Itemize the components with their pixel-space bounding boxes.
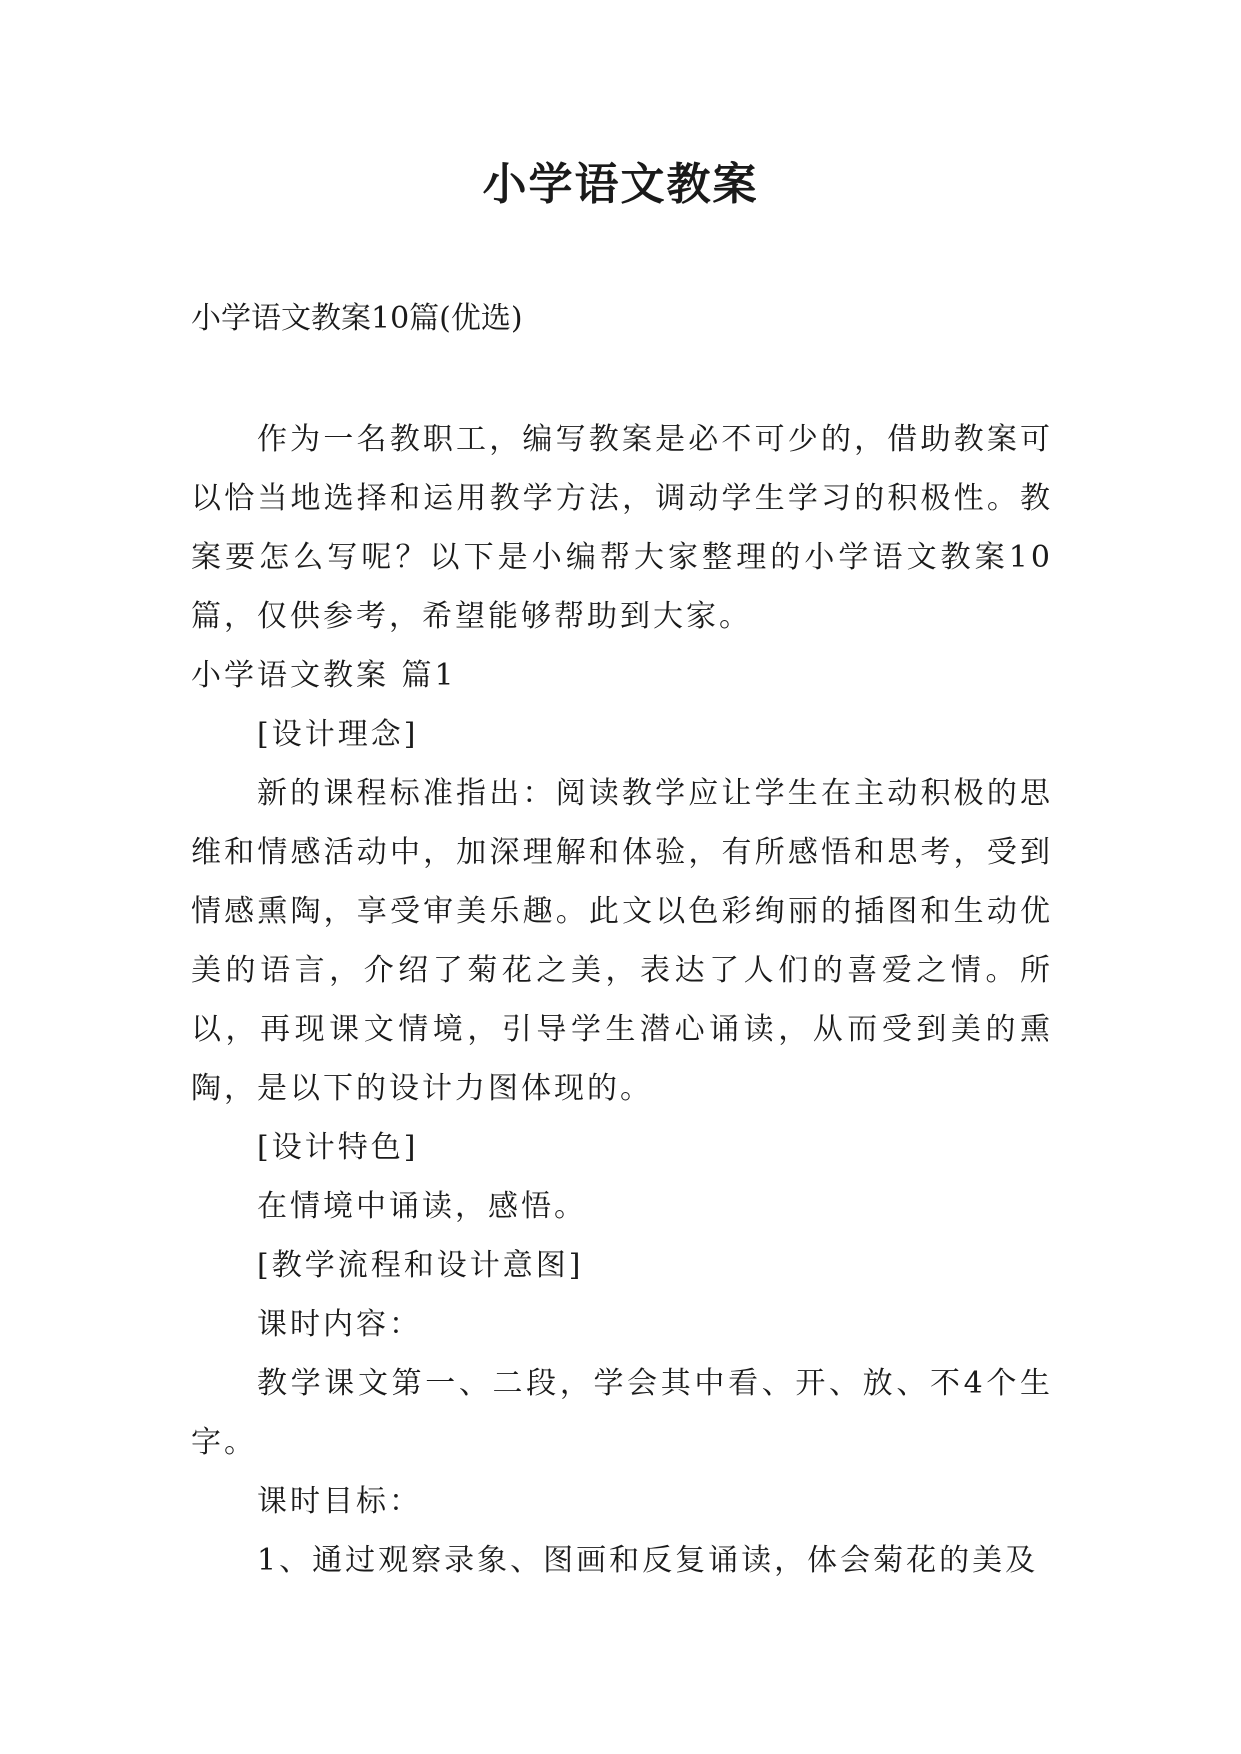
subheading-design-feature: [设计特色] (257, 1130, 419, 1165)
section-heading: 小学语文教案 篇1 (191, 658, 457, 693)
lesson-goal-label: 课时目标： (257, 1484, 422, 1519)
design-concept-paragraph: 新的课程标准指出：阅读教学应让学生在主动积极的思维和情感活动中，加深理解和体验，有所感悟和思考，受到情感熏陶，享受审美乐趣。此文以色彩绚丽的插图和生动优美的语言，介绍了菊花之美，表达了人们的喜爱之情。所以，再现课文情境，引导学生潜心诵读，从而受到美的熏陶，是以下的设计力图体现的。 (191, 776, 1053, 1106)
subheading-teaching-process: [教学流程和设计意图] (257, 1248, 584, 1283)
lesson-goal-item: 1、通过观察录象、图画和反复诵读，体会菊花的美及 (257, 1543, 1039, 1578)
intro-paragraph: 作为一名教职工，编写教案是必不可少的，借助教案可以恰当地选择和运用教学方法，调动学生学习的积极性。教案要怎么写呢？以下是小编帮大家整理的小学语文教案10篇，仅供参考，希望能够帮助到大家。 (191, 422, 1053, 634)
lesson-content-label: 课时内容： (257, 1307, 422, 1342)
document-body (191, 410, 1053, 1590)
document-title: 小学语文教案 (482, 159, 759, 210)
design-feature-paragraph: 在情境中诵读，感悟。 (257, 1189, 587, 1224)
document-subtitle: 小学语文教案10篇(优选) (191, 301, 523, 336)
lesson-content-paragraph: 教学课文第一、二段，学会其中看、开、放、不4个生字。 (191, 1366, 1053, 1460)
subheading-design-concept: [设计理念] (257, 717, 419, 752)
